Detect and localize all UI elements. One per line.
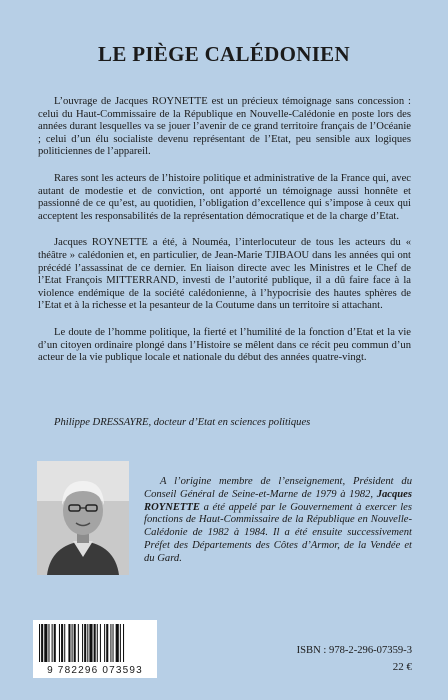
bio-text-end: a été appelé par le Gouvernement à exercer les fonctions de Haut-Commissaire de la République en Nouvelle-Calédonie de 1982 à 1984. Il a été ensuite successivement Préfet des Départements des Côtes d’Armor, de la Vendée et du Gard. bbox=[144, 501, 412, 564]
signature-title: docteur d’Etat en sciences politiques bbox=[151, 417, 311, 428]
book-title: LE PIÈGE CALÉDONIEN bbox=[98, 42, 350, 66]
author-bio bbox=[144, 476, 412, 566]
barcode-number: 9 782296 073593 bbox=[47, 665, 143, 676]
back-cover-blurb bbox=[38, 96, 411, 379]
blurb-paragraph-4: Le doute de l’homme politique, la fierté et l’humilité de la fonction d’Etat et la vie d’un citoyen ordinaire plongé dans l’Histoire se mêlent dans ce récit peu commun d’un acteur de la vie publique locale et nationale du début des années quatre-vingt. bbox=[38, 326, 411, 364]
barcode-bars bbox=[33, 620, 157, 664]
blurb-paragraph-1: L’ouvrage de Jacques ROYNETTE est un précieux témoignage sans concession : celui du Haut-Commissaire de la République en Nouvelle-Calédonie en poste lors des années durant lesquelles va se jouer l’avenir de ce grand territoire français de l’Océanie ; celui d’un élu socialiste devenu représentant de l’Etat, peu sensible aux logiques politiciennes de l’appareil. bbox=[38, 96, 411, 158]
blurb-paragraph-3: Jacques ROYNETTE a été, à Nouméa, l’interlocuteur de tous les acteurs du « théâtre » calédonien et, en particulier, de Jean-Marie TJIBAOU dans les années qui ont précédé l’assassinat de ce dernier. En liaison directe avec les Ministres et le Chef de l’Etat François MITTERRAND, investi de l’autorité publique, il a dû faire face à la violence endémique de la société calédonienne, à l’hypocrisie des hautes sphères de l’Etat et à la richesse et la pesanteur de la Coutume dans un territoire si attachant. bbox=[38, 237, 411, 312]
bio-author-name: Jacques ROYNETTE bbox=[144, 488, 412, 513]
bio-text-start: A l’origine membre de l’enseignement, Président du Conseil Général de Seine-et-Marne de 1979 à 1982, bbox=[144, 476, 412, 500]
barcode bbox=[33, 620, 157, 678]
blurb-signature bbox=[54, 417, 414, 428]
blurb-paragraph-2: Rares sont les acteurs de l’histoire politique et administrative de la France qui, avec autant de modestie et de conviction, ont apporté un témoignage aussi honnête et passionné de ce qu’est, au quotidien, l’obligation d’excellence qui s’impose à ceux qui acceptent les responsabilités de la représentation démocratique et de la charge d’Etat. bbox=[38, 172, 411, 222]
isbn: ISBN : 978-2-296-07359-3 bbox=[296, 645, 412, 656]
price: 22 € bbox=[392, 661, 412, 673]
author-photo bbox=[37, 461, 129, 575]
signature-name: Philippe DRESSAYRE, bbox=[54, 417, 152, 428]
